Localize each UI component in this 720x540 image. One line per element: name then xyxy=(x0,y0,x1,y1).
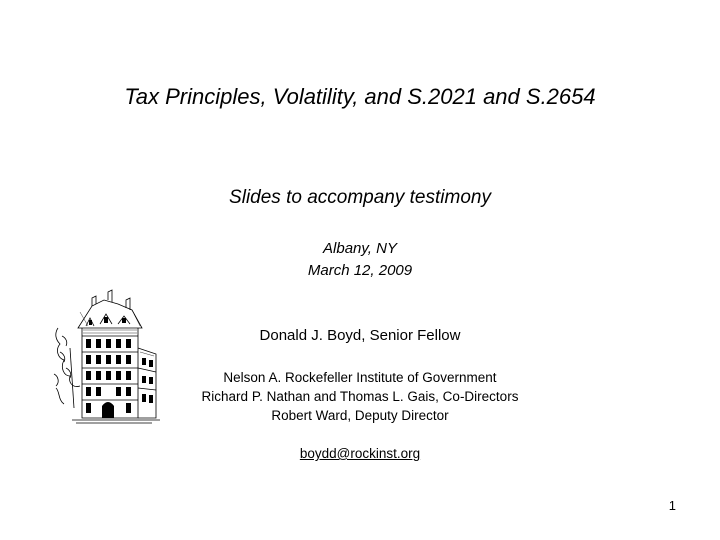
directors-line: Richard P. Nathan and Thomas L. Gais, Co-Directors xyxy=(201,389,519,404)
testimony-date: March 12, 2009 xyxy=(307,262,413,279)
slide-title: Tax Principles, Volatility, and S.2021 and S.2654 xyxy=(124,84,596,109)
page-number: 1 xyxy=(668,498,676,513)
testimony-location: Albany, NY xyxy=(323,240,397,257)
building-sketch-icon xyxy=(52,288,162,426)
organization-line: Nelson A. Rockefeller Institute of Government xyxy=(223,370,497,385)
deputy-line: Robert Ward, Deputy Director xyxy=(271,408,449,423)
author-line: Donald J. Boyd, Senior Fellow xyxy=(259,327,461,344)
email-link[interactable]: boydd@rockinst.org xyxy=(299,446,421,461)
slide-subtitle: Slides to accompany testimony xyxy=(229,187,491,208)
